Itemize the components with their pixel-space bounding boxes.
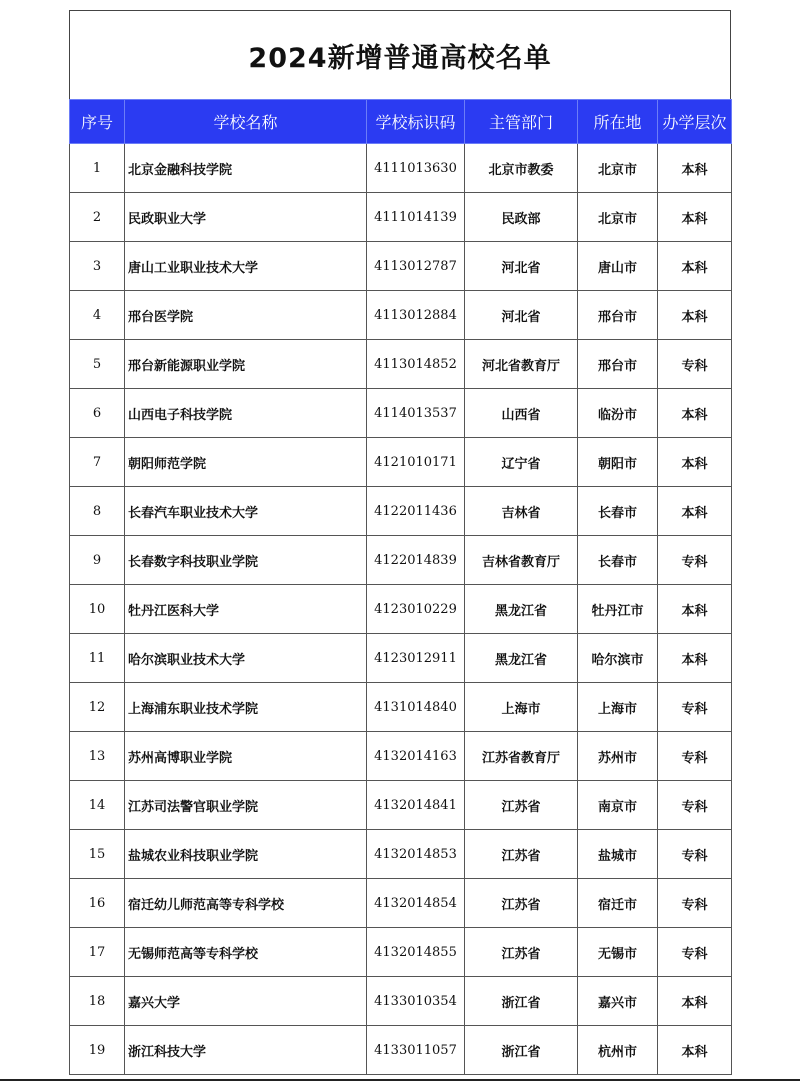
header-no: 序号 [70,100,125,144]
cell-dept: 上海市 [465,683,578,732]
cell-city: 临汾市 [578,389,658,438]
cell-city: 北京市 [578,193,658,242]
cell-no: 13 [70,732,125,781]
header-code: 学校标识码 [367,100,465,144]
cell-level: 本科 [658,291,732,340]
cell-code: 4132014163 [367,732,465,781]
table-row [70,291,732,340]
table-row [70,683,732,732]
cell-level: 专科 [658,683,732,732]
cell-city: 南京市 [578,781,658,830]
cell-name: 江苏司法警官职业学院 [125,781,367,830]
cell-dept: 江苏省 [465,928,578,977]
cell-no: 9 [70,536,125,585]
cell-name: 无锡师范高等专科学校 [125,928,367,977]
cell-level: 本科 [658,242,732,291]
cell-dept: 浙江省 [465,1026,578,1075]
cell-level: 本科 [658,144,732,193]
cell-code: 4132014855 [367,928,465,977]
cell-code: 4111013630 [367,144,465,193]
cell-no: 1 [70,144,125,193]
cell-code: 4121010171 [367,438,465,487]
cell-name: 牡丹江医科大学 [125,585,367,634]
table-row [70,340,732,389]
cell-name: 山西电子科技学院 [125,389,367,438]
cell-name: 长春汽车职业技术大学 [125,487,367,536]
cell-code: 4133011057 [367,1026,465,1075]
cell-city: 朝阳市 [578,438,658,487]
cell-level: 本科 [658,487,732,536]
cell-level: 专科 [658,781,732,830]
bottom-divider [0,1079,800,1081]
header-level: 办学层次 [658,100,732,144]
cell-city: 邢台市 [578,340,658,389]
cell-level: 本科 [658,977,732,1026]
cell-name: 邢台医学院 [125,291,367,340]
header-city: 所在地 [578,100,658,144]
cell-no: 6 [70,389,125,438]
cell-no: 10 [70,585,125,634]
cell-code: 4114013537 [367,389,465,438]
cell-dept: 山西省 [465,389,578,438]
table-row [70,242,732,291]
cell-dept: 河北省 [465,291,578,340]
cell-dept: 民政部 [465,193,578,242]
cell-code: 4122011436 [367,487,465,536]
cell-level: 专科 [658,879,732,928]
cell-dept: 浙江省 [465,977,578,1026]
cell-dept: 江苏省教育厅 [465,732,578,781]
table-row [70,634,732,683]
school-list-sheet [69,10,731,1075]
cell-name: 宿迁幼儿师范高等专科学校 [125,879,367,928]
cell-level: 本科 [658,634,732,683]
table-row [70,1026,732,1075]
cell-name: 上海浦东职业技术学院 [125,683,367,732]
cell-city: 宿迁市 [578,879,658,928]
cell-code: 4122014839 [367,536,465,585]
cell-no: 7 [70,438,125,487]
cell-name: 嘉兴大学 [125,977,367,1026]
table-row [70,879,732,928]
cell-code: 4131014840 [367,683,465,732]
table-row [70,830,732,879]
cell-dept: 黑龙江省 [465,585,578,634]
cell-name: 哈尔滨职业技术大学 [125,634,367,683]
cell-level: 专科 [658,340,732,389]
header-row [70,100,732,144]
header-name: 学校名称 [125,100,367,144]
header-dept: 主管部门 [465,100,578,144]
cell-code: 4132014853 [367,830,465,879]
table-row [70,487,732,536]
cell-name: 朝阳师范学院 [125,438,367,487]
cell-no: 5 [70,340,125,389]
cell-city: 杭州市 [578,1026,658,1075]
cell-city: 牡丹江市 [578,585,658,634]
cell-city: 嘉兴市 [578,977,658,1026]
cell-city: 无锡市 [578,928,658,977]
cell-city: 苏州市 [578,732,658,781]
school-table [69,99,732,1075]
cell-level: 本科 [658,389,732,438]
cell-no: 16 [70,879,125,928]
cell-code: 4132014841 [367,781,465,830]
cell-no: 17 [70,928,125,977]
table-row [70,193,732,242]
cell-level: 本科 [658,438,732,487]
cell-city: 上海市 [578,683,658,732]
cell-city: 长春市 [578,487,658,536]
cell-no: 3 [70,242,125,291]
cell-city: 邢台市 [578,291,658,340]
cell-code: 4133010354 [367,977,465,1026]
cell-level: 本科 [658,585,732,634]
cell-level: 专科 [658,928,732,977]
cell-dept: 河北省 [465,242,578,291]
cell-level: 专科 [658,536,732,585]
table-row [70,781,732,830]
cell-no: 18 [70,977,125,1026]
cell-city: 盐城市 [578,830,658,879]
table-row [70,144,732,193]
table-row [70,928,732,977]
cell-name: 盐城农业科技职业学院 [125,830,367,879]
cell-dept: 江苏省 [465,879,578,928]
cell-no: 19 [70,1026,125,1075]
cell-dept: 吉林省 [465,487,578,536]
cell-city: 唐山市 [578,242,658,291]
cell-no: 4 [70,291,125,340]
cell-name: 邢台新能源职业学院 [125,340,367,389]
cell-no: 2 [70,193,125,242]
cell-no: 15 [70,830,125,879]
table-row [70,977,732,1026]
cell-level: 本科 [658,1026,732,1075]
cell-dept: 江苏省 [465,781,578,830]
cell-city: 哈尔滨市 [578,634,658,683]
table-row [70,389,732,438]
cell-name: 民政职业大学 [125,193,367,242]
cell-dept: 北京市教委 [465,144,578,193]
cell-dept: 河北省教育厅 [465,340,578,389]
cell-no: 8 [70,487,125,536]
cell-dept: 辽宁省 [465,438,578,487]
cell-code: 4111014139 [367,193,465,242]
cell-code: 4123010229 [367,585,465,634]
table-row [70,438,732,487]
cell-no: 14 [70,781,125,830]
cell-city: 北京市 [578,144,658,193]
cell-code: 4113012884 [367,291,465,340]
cell-code: 4113014852 [367,340,465,389]
table-row [70,732,732,781]
cell-no: 12 [70,683,125,732]
cell-level: 专科 [658,732,732,781]
cell-level: 本科 [658,193,732,242]
cell-dept: 黑龙江省 [465,634,578,683]
cell-no: 11 [70,634,125,683]
table-row [70,536,732,585]
cell-code: 4123012911 [367,634,465,683]
cell-code: 4132014854 [367,879,465,928]
cell-level: 专科 [658,830,732,879]
page-title: 2024新增普通高校名单 [69,10,731,99]
cell-name: 唐山工业职业技术大学 [125,242,367,291]
cell-name: 苏州高博职业学院 [125,732,367,781]
cell-name: 浙江科技大学 [125,1026,367,1075]
table-row [70,585,732,634]
cell-dept: 吉林省教育厅 [465,536,578,585]
cell-name: 长春数字科技职业学院 [125,536,367,585]
cell-name: 北京金融科技学院 [125,144,367,193]
cell-city: 长春市 [578,536,658,585]
cell-code: 4113012787 [367,242,465,291]
cell-dept: 江苏省 [465,830,578,879]
